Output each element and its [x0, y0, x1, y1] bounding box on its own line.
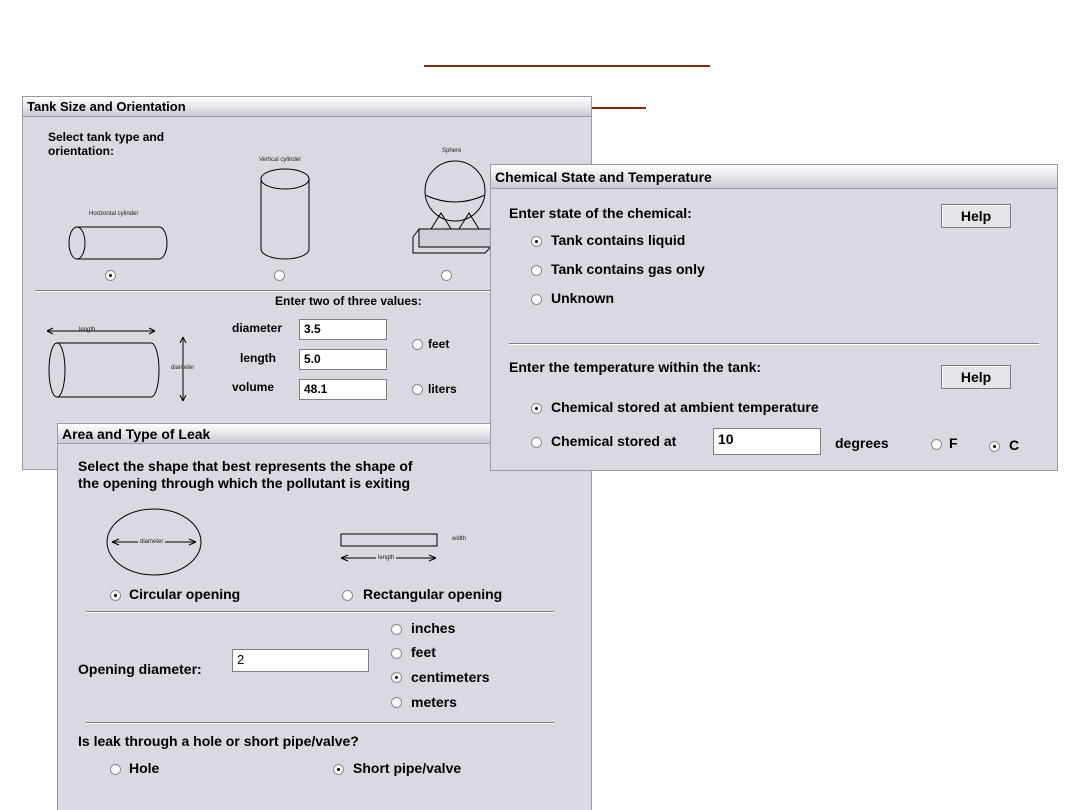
fahrenheit-label: F: [949, 435, 958, 451]
tank-window-title: Tank Size and Orientation: [23, 97, 591, 117]
volume-field-label: volume: [232, 380, 275, 394]
centimeters-radio[interactable]: [391, 672, 402, 683]
tank-separator: [35, 290, 505, 292]
meters-radio[interactable]: [391, 697, 402, 708]
diagram-length-label: length: [79, 327, 96, 333]
inches-label: inches: [411, 620, 456, 636]
stored-at-label: Chemical stored at: [551, 433, 677, 449]
state-help-button[interactable]: Help: [941, 204, 1011, 228]
degrees-label: degrees: [835, 435, 889, 451]
shape-prompt-line1: Select the shape that best represents the shape of: [78, 458, 413, 474]
stored-at-radio[interactable]: [531, 437, 542, 448]
hole-radio[interactable]: [110, 764, 121, 775]
feet-label: feet: [428, 337, 450, 351]
rect-width-label: width: [452, 536, 467, 542]
leak-question: Is leak through a hole or short pipe/valve?: [78, 733, 359, 749]
leak-window-title: Area and Type of Leak: [58, 424, 591, 444]
unknown-label: Unknown: [551, 290, 614, 306]
unknown-radio[interactable]: [531, 294, 542, 305]
vertical-cylinder-radio[interactable]: [274, 270, 285, 281]
horizontal-cylinder-label: Horizontal cylinder: [89, 211, 139, 217]
circular-opening-label: Circular opening: [129, 586, 241, 602]
chemical-state-window: [490, 164, 1058, 471]
diameter-field-label: diameter: [232, 321, 283, 335]
opening-diameter-input[interactable]: 2: [232, 649, 369, 672]
enter-values-label: Enter two of three values:: [275, 294, 422, 308]
vertical-cylinder-label: Vertical cylinder: [259, 157, 302, 163]
liters-radio[interactable]: [412, 384, 423, 395]
sphere-label: Sphere: [442, 148, 462, 154]
celsius-radio[interactable]: [989, 441, 1000, 452]
liters-label: liters: [428, 382, 457, 396]
tank-select-prompt-line1: Select tank type and: [48, 130, 165, 144]
diameter-input[interactable]: 3.5: [299, 319, 387, 340]
short-pipe-label: Short pipe/valve: [353, 760, 462, 776]
leak-separator-2: [86, 722, 554, 724]
inches-radio[interactable]: [391, 624, 402, 635]
temperature-help-button[interactable]: Help: [941, 365, 1011, 389]
sphere-icon: [411, 157, 501, 261]
liquid-radio[interactable]: [531, 236, 542, 247]
short-pipe-radio[interactable]: [333, 764, 344, 775]
rect-length-label: length: [378, 555, 395, 561]
vertical-cylinder-icon: [259, 167, 313, 261]
chem-window-title: Chemical State and Temperature: [491, 165, 1057, 189]
length-field-label: length: [240, 351, 276, 365]
horizontal-cylinder-radio[interactable]: [105, 270, 116, 281]
temperature-input[interactable]: 10: [713, 428, 821, 455]
volume-input[interactable]: 48.1: [299, 379, 387, 400]
ambient-temp-radio[interactable]: [531, 403, 542, 414]
circle-diameter-label: diameter: [140, 539, 164, 545]
circular-opening-radio[interactable]: [110, 590, 121, 601]
length-input[interactable]: 5.0: [299, 349, 387, 370]
rectangular-opening-radio[interactable]: [342, 590, 353, 601]
centimeters-label: centimeters: [411, 669, 490, 685]
shape-prompt-line2: the opening through which the pollutant is exiting: [78, 475, 411, 491]
leak-feet-label: feet: [411, 644, 436, 660]
tank-select-prompt-line2: orientation:: [48, 144, 114, 158]
meters-label: meters: [411, 694, 457, 710]
feet-radio[interactable]: [412, 339, 423, 350]
liquid-label: Tank contains liquid: [551, 232, 686, 248]
fahrenheit-radio[interactable]: [931, 439, 942, 450]
state-prompt: Enter state of the chemical:: [509, 205, 692, 221]
celsius-label: C: [1009, 437, 1020, 453]
hole-label: Hole: [129, 760, 160, 776]
area-leak-window: [57, 423, 592, 810]
opening-diameter-label: Opening diameter:: [78, 661, 202, 677]
diagram-diameter-label: diameter: [171, 365, 195, 371]
horizontal-cylinder-icon: [67, 225, 171, 261]
title-underline-bottom: [590, 107, 646, 109]
leak-separator-1: [86, 611, 554, 613]
sphere-radio[interactable]: [441, 270, 452, 281]
gas-label: Tank contains gas only: [551, 261, 705, 277]
chem-separator: [509, 343, 1039, 345]
ambient-temp-label: Chemical stored at ambient temperature: [551, 399, 819, 415]
rectangular-opening-icon: [338, 532, 438, 568]
temperature-prompt: Enter the temperature within the tank:: [509, 359, 762, 375]
title-underline-top: [424, 65, 710, 67]
gas-radio[interactable]: [531, 265, 542, 276]
leak-feet-radio[interactable]: [391, 648, 402, 659]
rectangular-opening-label: Rectangular opening: [363, 586, 503, 602]
